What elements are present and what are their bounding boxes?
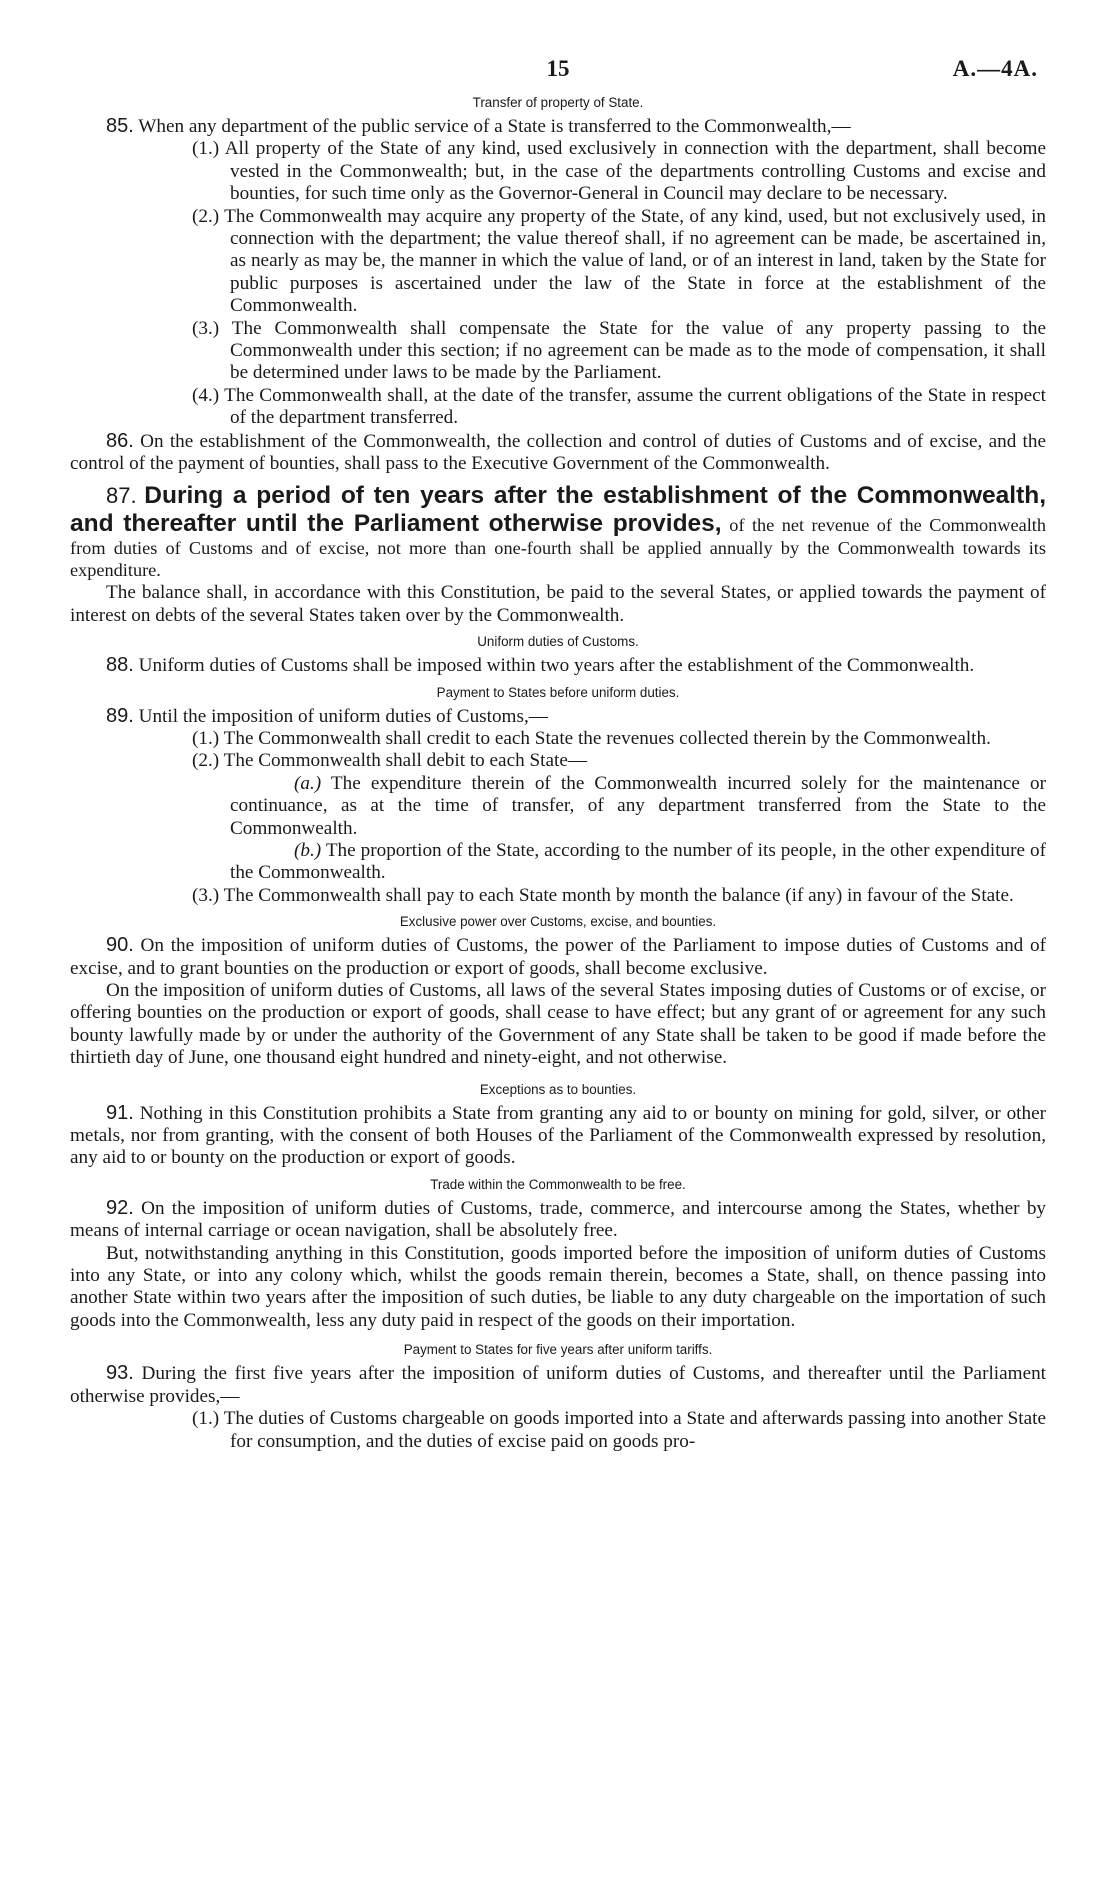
section-91-heading: Exceptions as to bounties. [479,1081,637,1097]
section-87-paragraph-2: The balance shall, in accordance with this Constitution, be paid to the several States, or applied towards the payment of interest on debts of the several States taken over by the Commonwealth. [70,582,1046,626]
section-85-item-2: (2.) The Commonwealth may acquire any property of the State, of any kind, used, but not exclusively used, in connection with the department; the value thereof shall, if no agreement can be made, be ascertained in, as nearly as may be, the manner in which the value of land, or of an interest in land, taken by the State for public purposes is ascertained under the law of the State in force at the establishment of the Commonwealth. [192,205,1046,317]
document-reference: A.—4A. [952,56,1038,81]
section-90-heading: Exclusive power over Customs, excise, and bounties. [399,914,717,930]
section-93-lead: 93. During the first five years after the imposition of uniform duties of Customs, and thereafter until the Parliament otherwise provides,— [70,1362,1047,1407]
section-93-heading: Payment to States for five years after uniform tariffs. [403,1342,713,1358]
section-85-lead: 85. When any department of the public service of a State is transferred to the Commonwealth,— [106,115,851,137]
section-89-subitem-a: (a.) The expenditure therein of the Commonwealth incurred solely for the maintenance or continuance, as at the time of transfer, of any department transferred from the State to the Commonwealth. [230,772,1046,839]
section-91: 91. Nothing in this Constitution prohibits a State from granting any aid to or bounty on mining for gold, silver, or other metals, nor from granting, with the consent of both Houses of the Parliament of the Commonwealth expressed by resolution, any aid to or bounty on the production or export of goods. [70,1101,1047,1169]
section-number: 87. [106,482,137,508]
page-number: 15 [546,56,570,81]
section-85-item-1: (1.) All property of the State of any kind, used exclusively in connection with the department, shall become vested in the Commonwealth; but, in the case of the departments controlling Customs and excise and bounties, for such time only as the Governor-General in Council may declare to be necessary. [192,138,1046,205]
section-89-item-3: (3.) The Commonwealth shall pay to each State month by month the balance (if any) in favour of the State. [192,884,1014,906]
section-89-item-1: (1.) The Commonwealth shall credit to each State the revenues collected therein by the Commonwealth. [192,727,991,749]
section-92: 92. On the imposition of uniform duties of Customs, trade, commerce, and intercourse among the States, whether by means of internal carriage or ocean navigation, shall be absolutely free. [70,1196,1046,1242]
section-93-item-1: (1.) The duties of Customs chargeable on goods imported into a State and afterwards passing into another State for consumption, and the duties of excise paid on goods pro- [192,1408,1046,1452]
section-number: 91. [106,1101,134,1124]
section-number: 89. [106,704,134,727]
section-number: 86. [106,429,134,452]
section-92-heading: Trade within the Commonwealth to be free. [430,1176,686,1192]
section-85-item-4: (4.) The Commonwealth shall, at the date of the transfer, assume the current obligations of the State in respect of the department transferred. [192,384,1046,429]
section-88: 88. Uniform duties of Customs shall be imposed within two years after the establishment of the Commonwealth. [106,654,975,677]
document-page [70,58,1046,1453]
section-87-text: of the net revenue of the Commonwealth from duties of Customs and of excise, not more than one-fourth shall be applied annually by the Commonwealth towards its expenditure. [70,514,1046,580]
section-90-paragraph-2: On the imposition of uniform duties of Customs, all laws of the several States imposing duties of Customs or of excise, or offering bounties on the production or export of goods, shall cease to have effect; but any grant of or agreement for any such bounty lawfully made by or under the authority of the Government of any State shall be taken to be good if made before the thirtieth day of June, one thousand eight hundred and ninety-eight, and not otherwise. [70,980,1046,1069]
section-87-emphasis: During a period of ten years after the establishment of the Commonwealth, and thereafter until the Parliament otherwise provides, [70,481,1047,537]
section-number: 93. [106,1362,134,1385]
page-header [70,58,1046,88]
section-85-heading: Transfer of property of State. [472,95,644,110]
section-89-item-2: (2.) The Commonwealth shall debit to each State— [192,750,588,772]
section-89-heading: Payment to States before uniform duties. [436,684,680,700]
section-85-item-3: (3.) The Commonwealth shall compensate the State for the value of any property passing to the Commonwealth under this section; if no agreement can be made as to the mode of compensation, it shall be determined under laws to be made by the Parliament. [192,317,1046,384]
section-92-paragraph-2: But, notwithstanding anything in this Constitution, goods imported before the imposition of uniform duties of Customs into any State, or into any colony which, whilst the goods remain therein, becomes a State, shall, on thence passing into another State within two years after the imposition of such duties, be liable to any duty chargeable on the importation of such goods into the Commonwealth, less any duty paid in respect of the goods on their importation. [70,1242,1046,1331]
section-number: 92. [106,1196,134,1219]
section-90: 90. On the imposition of uniform duties of Customs, the power of the Parliament to impose duties of Customs and of excise, and to grant bounties on the production or export of goods, shall become exclusive. [70,934,1046,979]
section-number: 85. [106,115,134,137]
section-87 [70,482,1046,583]
section-number: 90. [106,934,134,957]
section-88-heading: Uniform duties of Customs. [477,634,639,650]
section-number: 88. [106,654,134,677]
section-89-lead: 89. Until the imposition of uniform duties of Customs,— [106,704,548,727]
section-86: 86. On the establishment of the Commonwealth, the collection and control of duties of Customs and of excise, and the control of the payment of bounties, shall pass to the Executive Government of the Commonwealth. [70,429,1047,475]
section-89-subitem-b: (b.) The proportion of the State, according to the number of its people, in the other expenditure of the Commonwealth. [230,839,1046,884]
